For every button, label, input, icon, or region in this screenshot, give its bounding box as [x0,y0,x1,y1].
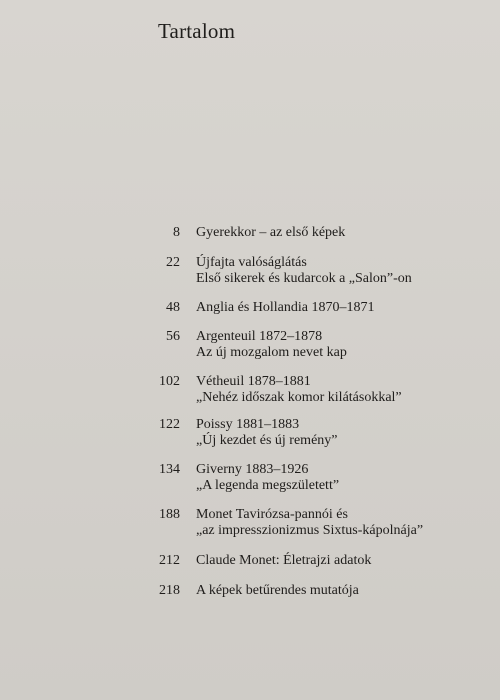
toc-subtitle: „Új kezdet és új remény” [196,433,338,448]
toc-title: Poissy 1881–1883 [196,417,300,432]
toc-subtitle: Az új mozgalom nevet kap [196,345,347,360]
toc-title: Vétheuil 1878–1881 [196,374,311,389]
toc-page-number: 134 [159,462,180,477]
toc-title: Claude Monet: Életrajzi adatok [196,553,372,568]
toc-page-number: 48 [166,300,180,315]
toc-title: Újfajta valóságlátás [196,255,307,270]
toc-subtitle: „Nehéz időszak komor kilátásokkal” [196,390,402,405]
toc-subtitle: „A legenda megszületett” [196,478,340,493]
toc-page-number: 188 [159,507,180,522]
toc-title: Argenteuil 1872–1878 [196,329,323,344]
toc-page-number: 102 [159,374,180,389]
page-title: Tartalom [158,19,236,43]
toc-title: Gyerekkor – az első képek [196,225,346,240]
toc-title: A képek betűrendes mutatója [196,583,359,598]
toc-page-number: 56 [166,329,180,344]
toc-subtitle: „az impresszionizmus Sixtus-kápolnája” [196,523,424,538]
toc-page-number: 22 [166,255,180,270]
toc-title: Anglia és Hollandia 1870–1871 [196,300,375,315]
toc-title: Monet Tavirózsa-pannói és [196,507,348,522]
toc-subtitle: Első sikerek és kudarcok a „Salon”-on [196,271,412,286]
toc-page-number: 218 [159,583,180,598]
toc-title: Giverny 1883–1926 [196,462,309,477]
toc-page-number: 122 [159,417,180,432]
toc-page-number: 8 [173,225,180,240]
toc-page-number: 212 [159,553,180,568]
